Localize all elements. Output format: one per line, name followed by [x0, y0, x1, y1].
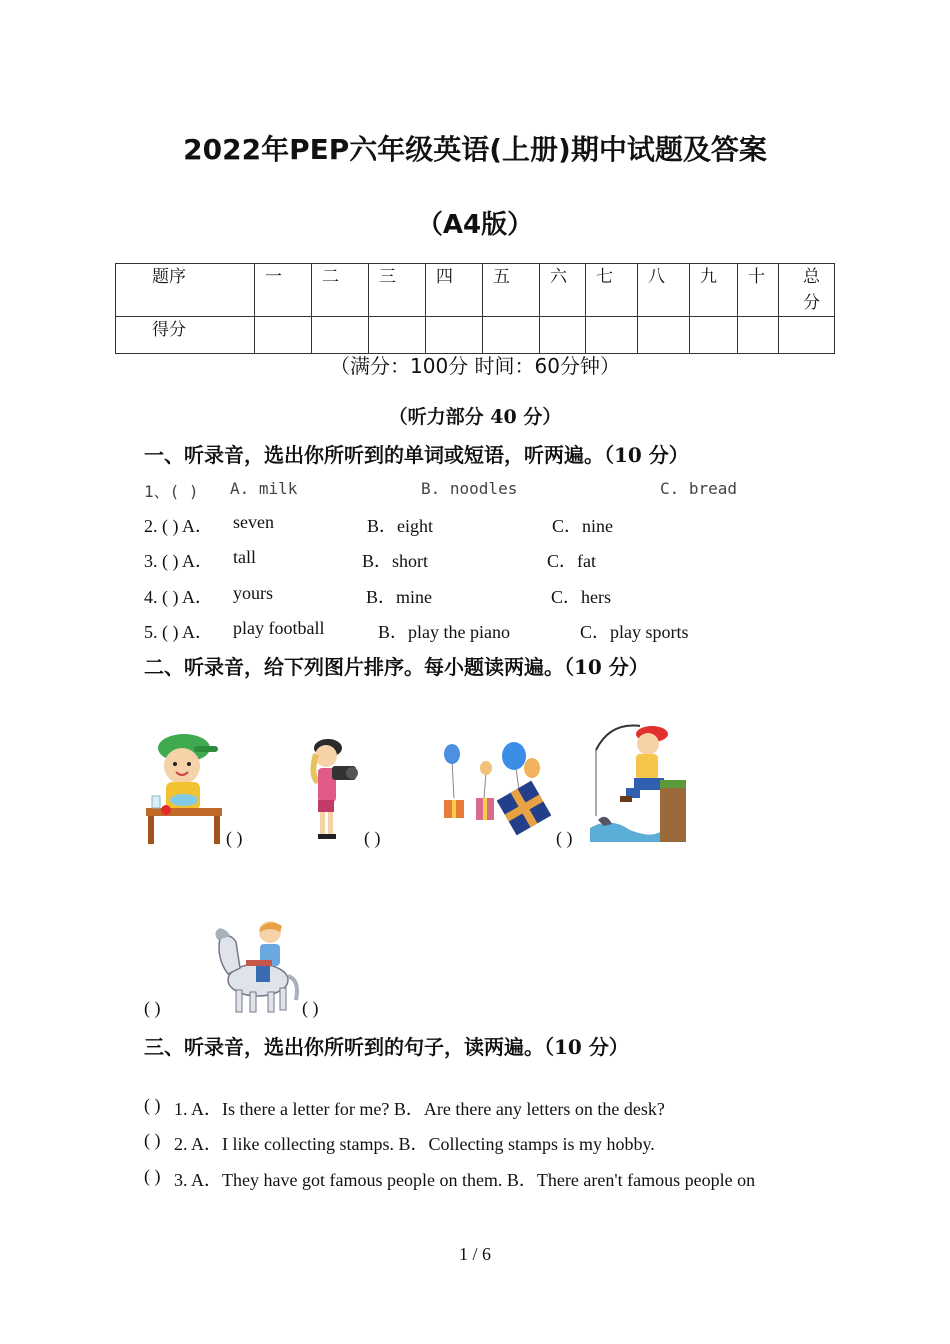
answer-paren-1[interactable]: ( ): [226, 828, 243, 848]
score-cell[interactable]: [738, 317, 779, 354]
answer-paren-5[interactable]: ( ): [302, 998, 319, 1018]
score-table-header-row: [116, 264, 835, 317]
listening-part-label: （听力部分 40 分）: [388, 406, 562, 428]
score-cell[interactable]: [586, 317, 638, 354]
score-header-cell: 一: [255, 264, 312, 317]
boy-eating-illustration: [144, 726, 224, 844]
q2-option-c: C．nine: [552, 516, 613, 536]
sentence-2: 2. A．I like collecting stamps. B．Collecting stamps is my hobby.: [174, 1134, 655, 1154]
score-header-cell: 四: [426, 264, 483, 317]
boy-fishing-illustration: [590, 720, 686, 842]
sentence-1: 1. A．Is there a letter for me? B．Are there any letters on the desk?: [174, 1099, 665, 1119]
sentence-3: 3. A．They have got famous people on them. B．There aren't famous people on: [174, 1170, 756, 1190]
sentence-answer-paren[interactable]: ( ): [144, 1130, 161, 1150]
q4-option-a: yours: [233, 583, 273, 603]
score-header-cell: 五: [483, 264, 540, 317]
score-cell[interactable]: [312, 317, 369, 354]
score-header-cell: 三: [369, 264, 426, 317]
page-subtitle: （A4版）: [416, 210, 534, 240]
section2-heading: 二、听录音，给下列图片排序。每小题读两遍。（10 分）: [144, 655, 649, 679]
boy-riding-horse-illustration: [206, 918, 300, 1014]
q2-option-b: B．eight: [367, 516, 433, 536]
score-header-cell: 六: [540, 264, 586, 317]
score-table-score-row: [116, 317, 835, 354]
score-cell[interactable]: [369, 317, 426, 354]
score-header-cell: 题序: [116, 264, 255, 317]
q3-option-a: tall: [233, 547, 256, 567]
score-header-cell: 八: [638, 264, 690, 317]
score-header-cell: 七: [586, 264, 638, 317]
score-header-cell: 十: [738, 264, 779, 317]
q4-option-c: C．hers: [551, 587, 611, 607]
q5-option-c: C．play sports: [580, 622, 689, 642]
answer-paren-4[interactable]: ( ): [144, 998, 161, 1018]
score-header-cell: 二: [312, 264, 369, 317]
q2-prefix: 2. ( ) A．: [144, 516, 213, 536]
q1-option-b: B. noodles: [421, 479, 518, 498]
section3-heading: 三、听录音，选出你所听到的句子，读两遍。（10 分）: [144, 1035, 629, 1059]
q3-option-c: C．fat: [547, 551, 596, 571]
q4-option-b: B．mine: [366, 587, 432, 607]
sentence-answer-paren[interactable]: ( ): [144, 1166, 161, 1186]
q4-prefix: 4. ( ) A．: [144, 587, 213, 607]
q5-option-a: play football: [233, 618, 325, 638]
answer-paren-2[interactable]: ( ): [364, 828, 381, 848]
page-title: 2022年PEP六年级英语(上册)期中试题及答案: [183, 133, 767, 166]
score-row-label: 得分: [116, 317, 255, 354]
sentence-answer-paren[interactable]: ( ): [144, 1095, 161, 1115]
q2-option-a: seven: [233, 512, 274, 532]
q1-prefix: 1、( ): [144, 482, 199, 501]
score-cell[interactable]: [779, 317, 835, 354]
gifts-balloons-illustration: [440, 742, 554, 836]
score-cell[interactable]: [483, 317, 540, 354]
score-header-cell: 总分: [779, 264, 835, 317]
q5-option-b: B．play the piano: [378, 622, 510, 642]
q3-option-b: B．short: [362, 551, 429, 571]
exam-info: （满分：100分 时间：60分钟）: [330, 354, 620, 378]
score-header-cell: 九: [690, 264, 738, 317]
answer-paren-3[interactable]: ( ): [556, 828, 573, 848]
page-number: 1 / 6: [458, 1244, 491, 1264]
q5-prefix: 5. ( ) A．: [144, 622, 213, 642]
score-cell[interactable]: [638, 317, 690, 354]
score-cell[interactable]: [690, 317, 738, 354]
score-cell[interactable]: [426, 317, 483, 354]
girl-photographer-illustration: [298, 736, 362, 842]
score-cell[interactable]: [540, 317, 586, 354]
score-table: [115, 263, 835, 354]
section1-heading: 一、听录音，选出你所听到的单词或短语，听两遍。（10 分）: [144, 443, 689, 467]
score-cell[interactable]: [255, 317, 312, 354]
q1-option-a: A. milk: [230, 479, 298, 498]
q1-option-c: C. bread: [660, 479, 738, 498]
q3-prefix: 3. ( ) A．: [144, 551, 213, 571]
